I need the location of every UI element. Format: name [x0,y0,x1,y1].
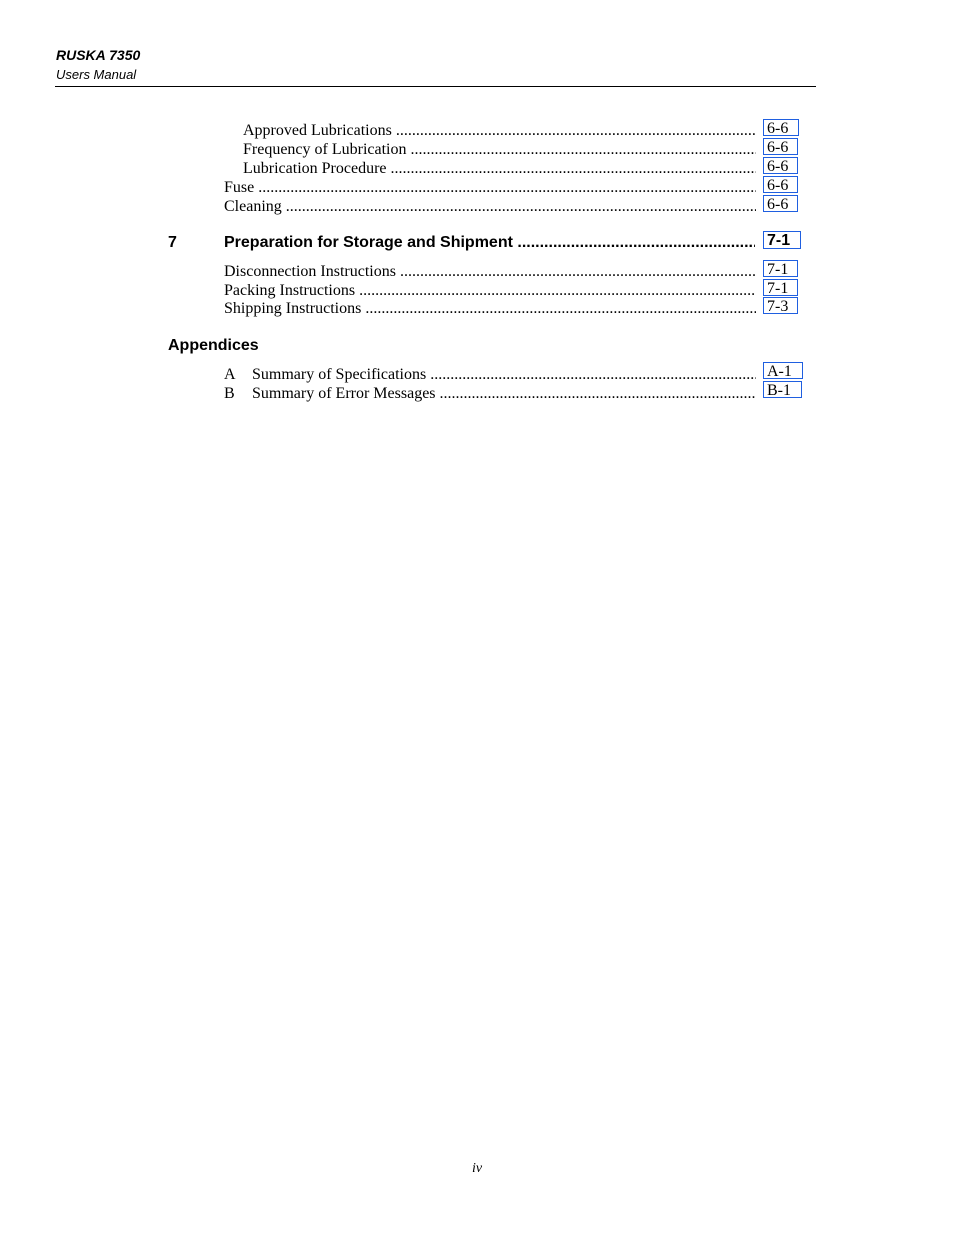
toc-entry-label: Approved Lubrications ..... [243,121,756,140]
toc-entry-label: Shipping Instructions ..... [224,299,756,318]
toc-page-link[interactable]: 6-6 [763,176,798,193]
appendix-letter: A [224,366,236,383]
toc-chapter-label: Preparation for Storage and Shipment ..... [224,233,755,252]
toc-entry-frequency-of-lubrication [243,140,756,159]
toc-chapter-7-title [224,233,755,252]
manual-title: RUSKA 7350 [56,47,141,63]
toc-entry-packing-instructions [224,281,756,300]
toc-page-link[interactable]: 6-6 [763,195,798,212]
toc-chapter-page-link[interactable]: 7-1 [763,231,801,249]
toc-page-link[interactable]: A-1 [763,362,803,379]
toc-page-link[interactable]: 7-1 [763,279,798,296]
toc-entry-fuse [224,178,756,197]
toc-appendix-b [224,384,756,403]
toc-page-link[interactable]: 7-3 [763,297,798,314]
chapter-number: 7 [168,234,177,251]
toc-page-link[interactable]: 6-6 [763,119,799,136]
toc-entry-disconnection-instructions [224,262,756,281]
toc-entry-label: Fuse ..... [224,178,756,197]
appendices-heading: Appendices [168,337,259,354]
toc-page-link[interactable]: B-1 [763,381,802,398]
toc-entry-cleaning [224,197,756,216]
toc-page-link[interactable]: 6-6 [763,157,798,174]
toc-entry-label: Disconnection Instructions ..... [224,262,756,281]
toc-entry-label [224,384,756,403]
toc-entry-label: Cleaning ..... [224,197,756,216]
toc-entry-label: Lubrication Procedure ..... [243,159,756,178]
appendix-title: Summary of Error Messages [252,385,436,402]
appendix-title: Summary of Specifications [252,366,427,383]
page-header [55,46,816,87]
toc-entry-label [224,365,756,384]
page-number: iv [471,1161,483,1176]
toc-entry-label: Packing Instructions ..... [224,281,756,300]
toc-entry-shipping-instructions [224,299,756,318]
toc-page-link[interactable]: 6-6 [763,138,798,155]
toc-entry-lubrication-procedure [243,159,756,178]
toc-entry-approved-lubrications [243,121,756,140]
toc-page-link[interactable]: 7-1 [763,260,798,277]
toc-appendix-a [224,365,756,384]
appendix-letter: B [224,385,235,402]
toc-entry-label: Frequency of Lubrication ..... [243,140,756,159]
manual-subtitle: Users Manual [56,67,137,82]
